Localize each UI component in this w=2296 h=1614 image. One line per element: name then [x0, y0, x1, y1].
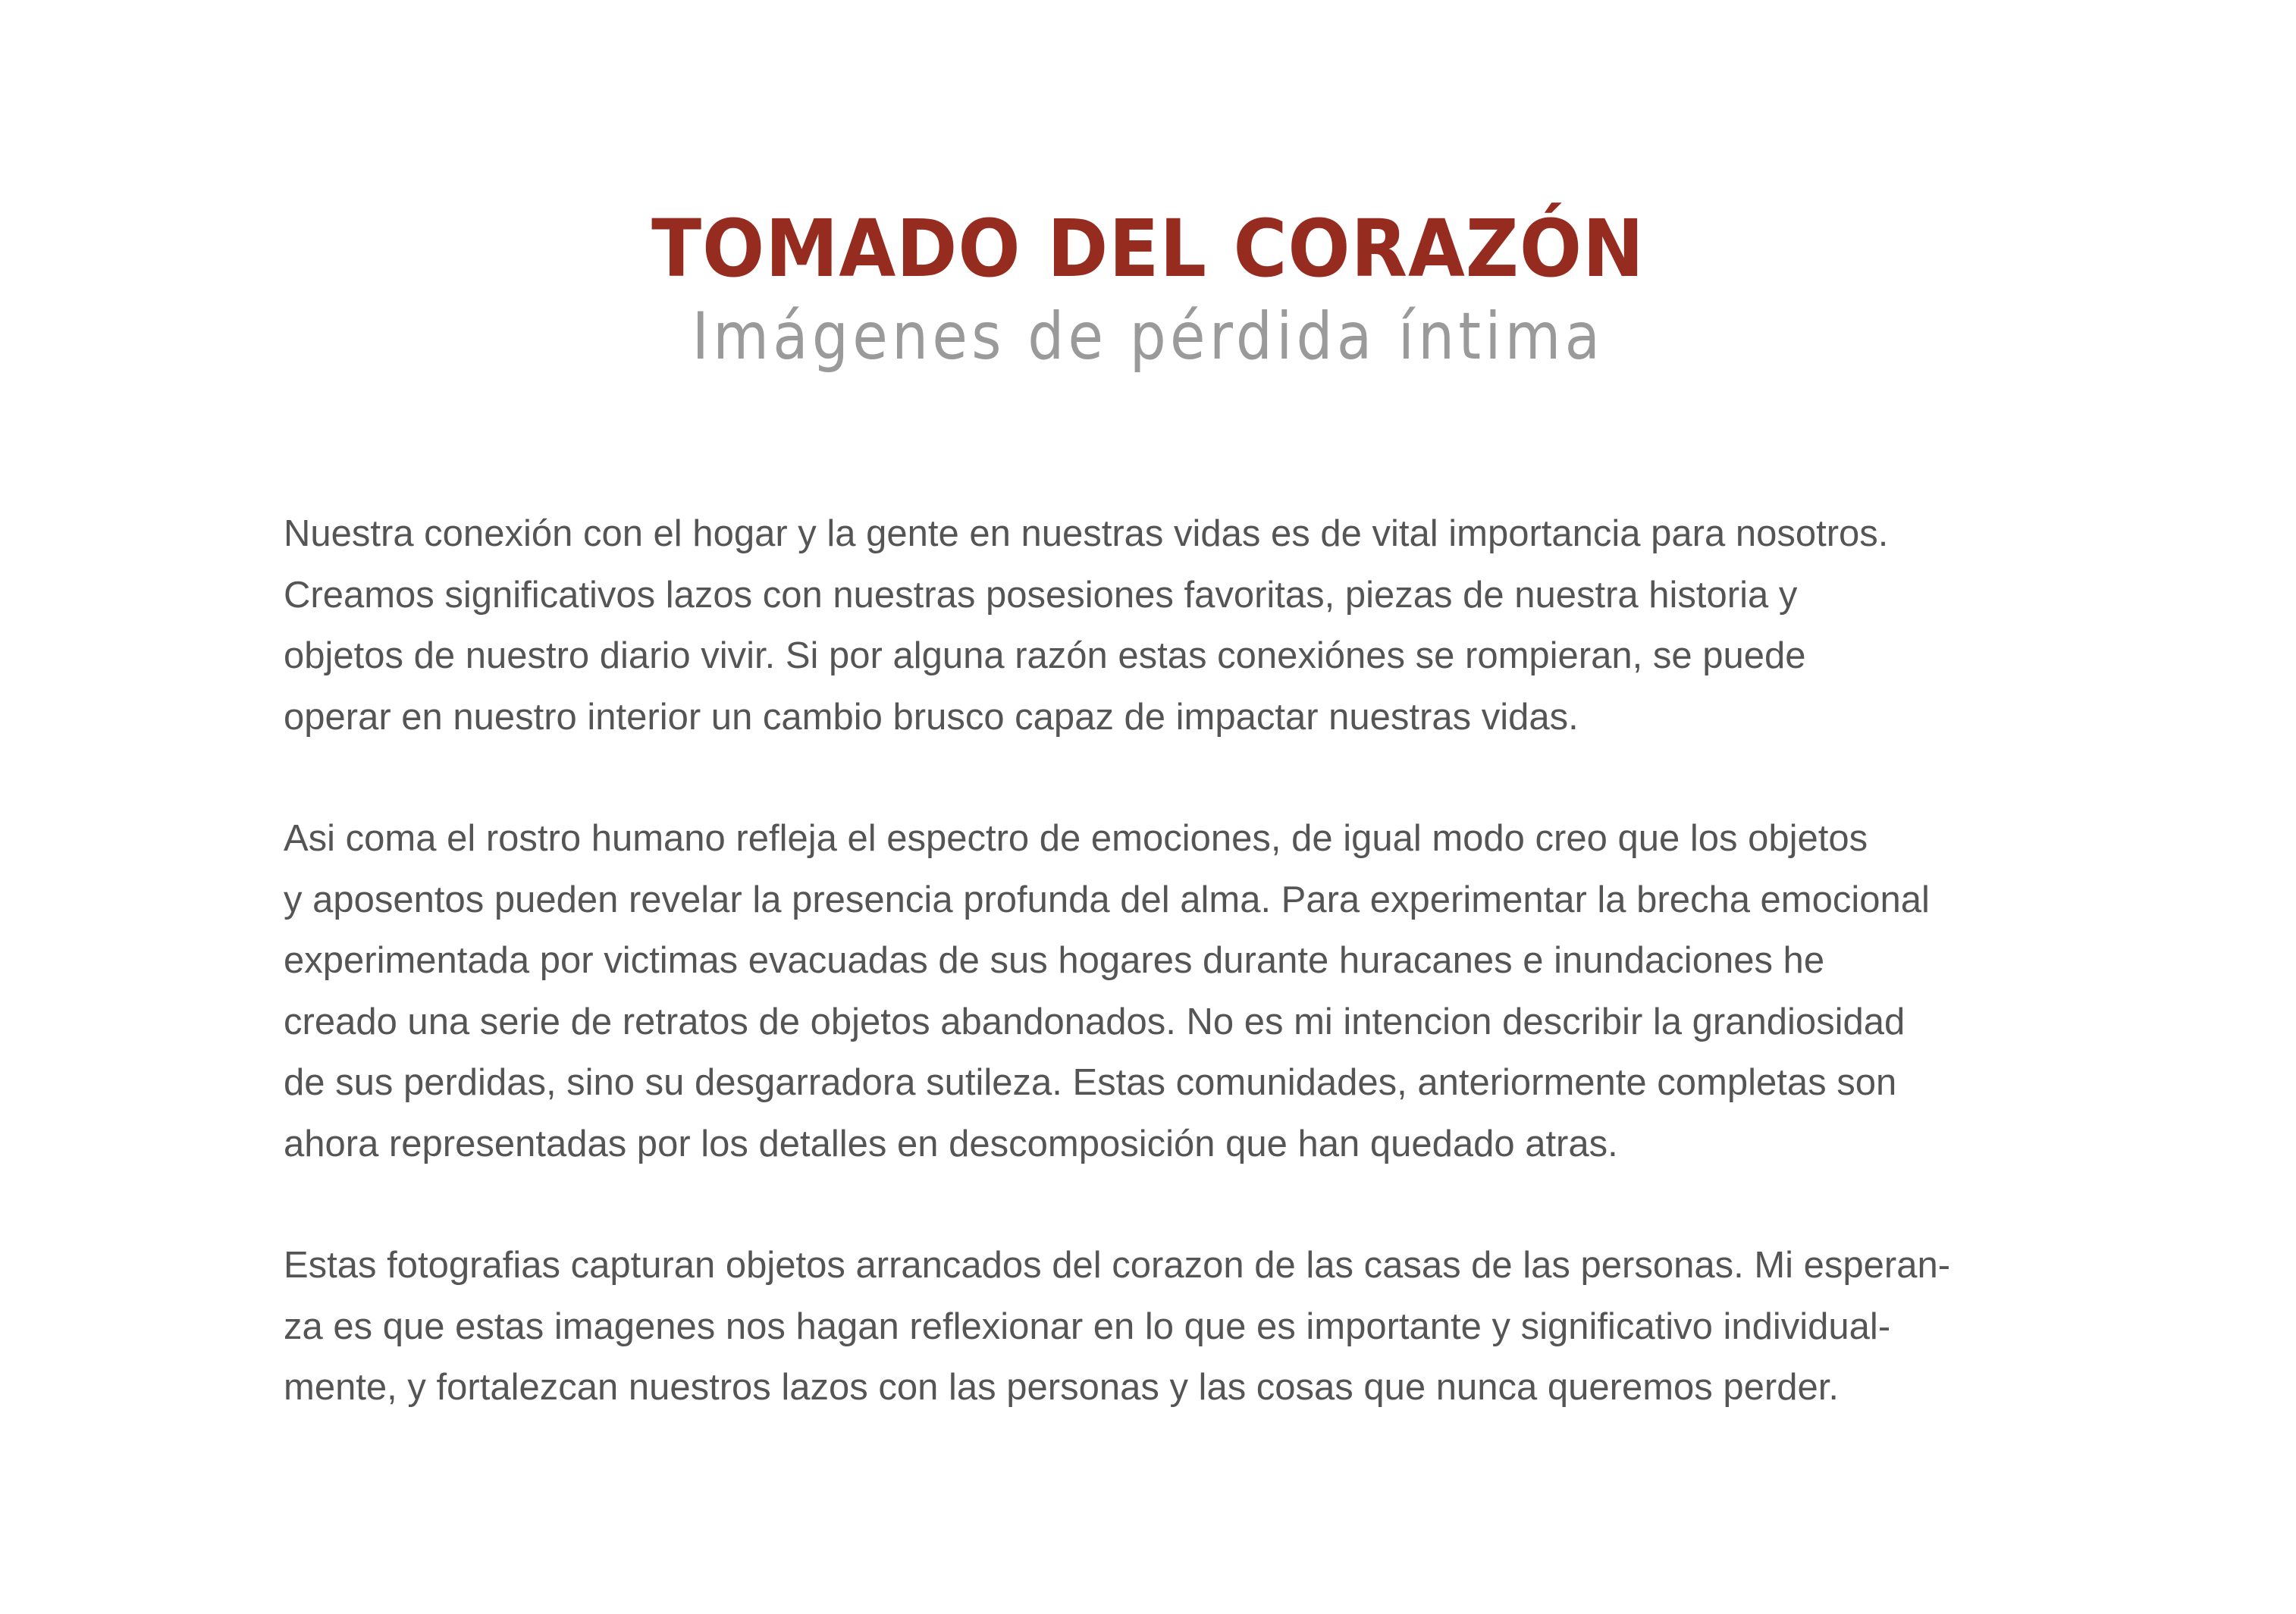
paragraph-2 — [284, 808, 2103, 1174]
paragraph-line: experimentada por victimas evacuadas de sus hogares durante huracanes e inundaciones he — [284, 940, 1825, 981]
paragraph-line: y aposentos pueden revelar la presencia profunda del alma. Para experimentar la brecha emocional — [284, 879, 1930, 920]
paragraph-line: Asi coma el rostro humano refleja el espectro de emociones, de igual modo creo que los objetos — [284, 818, 1868, 859]
paragraph-line: mente, y fortalezcan nuestros lazos con las personas y las cosas que nunca queremos perder. — [284, 1367, 1839, 1408]
paragraph-line: Creamos significativos lazos con nuestras posesiones favoritas, piezas de nuestra historia y — [284, 574, 1798, 616]
paragraph-line: ahora representadas por los detalles en descomposición que han quedado atras. — [284, 1123, 1618, 1164]
document-title: TOMADO DEL CORAZÓN — [651, 202, 1645, 295]
paragraph-line: creado una serie de retratos de objetos abandonados. No es mi intencion describir la grandiosidad — [284, 1001, 1905, 1042]
paragraph-line: za es que estas imagenes nos hagan reflexionar en lo que es importante y significativo individual- — [284, 1305, 1891, 1347]
paragraph-3 — [284, 1235, 2103, 1418]
paragraph-1 — [284, 503, 2103, 747]
title-block — [0, 203, 2296, 375]
paragraph-line: Nuestra conexión con el hogar y la gente en nuestras vidas es de vital importancia para nosotros. — [284, 513, 1889, 554]
paragraph-line: Estas fotografias capturan objetos arrancados del corazon de las casas de las personas. Mi esperan- — [284, 1245, 1951, 1286]
body-text — [284, 503, 2103, 1479]
document-subtitle: Imágenes de pérdida íntima — [692, 299, 1604, 375]
paragraph-line: de sus perdidas, sino su desgarradora sutileza. Estas comunidades, anteriormente completas son — [284, 1062, 1897, 1103]
paragraph-line: operar en nuestro interior un cambio brusco capaz de impactar nuestras vidas. — [284, 696, 1579, 738]
paragraph-line: objetos de nuestro diario vivir. Si por alguna razón estas conexiónes se rompieran, se puede — [284, 635, 1806, 676]
